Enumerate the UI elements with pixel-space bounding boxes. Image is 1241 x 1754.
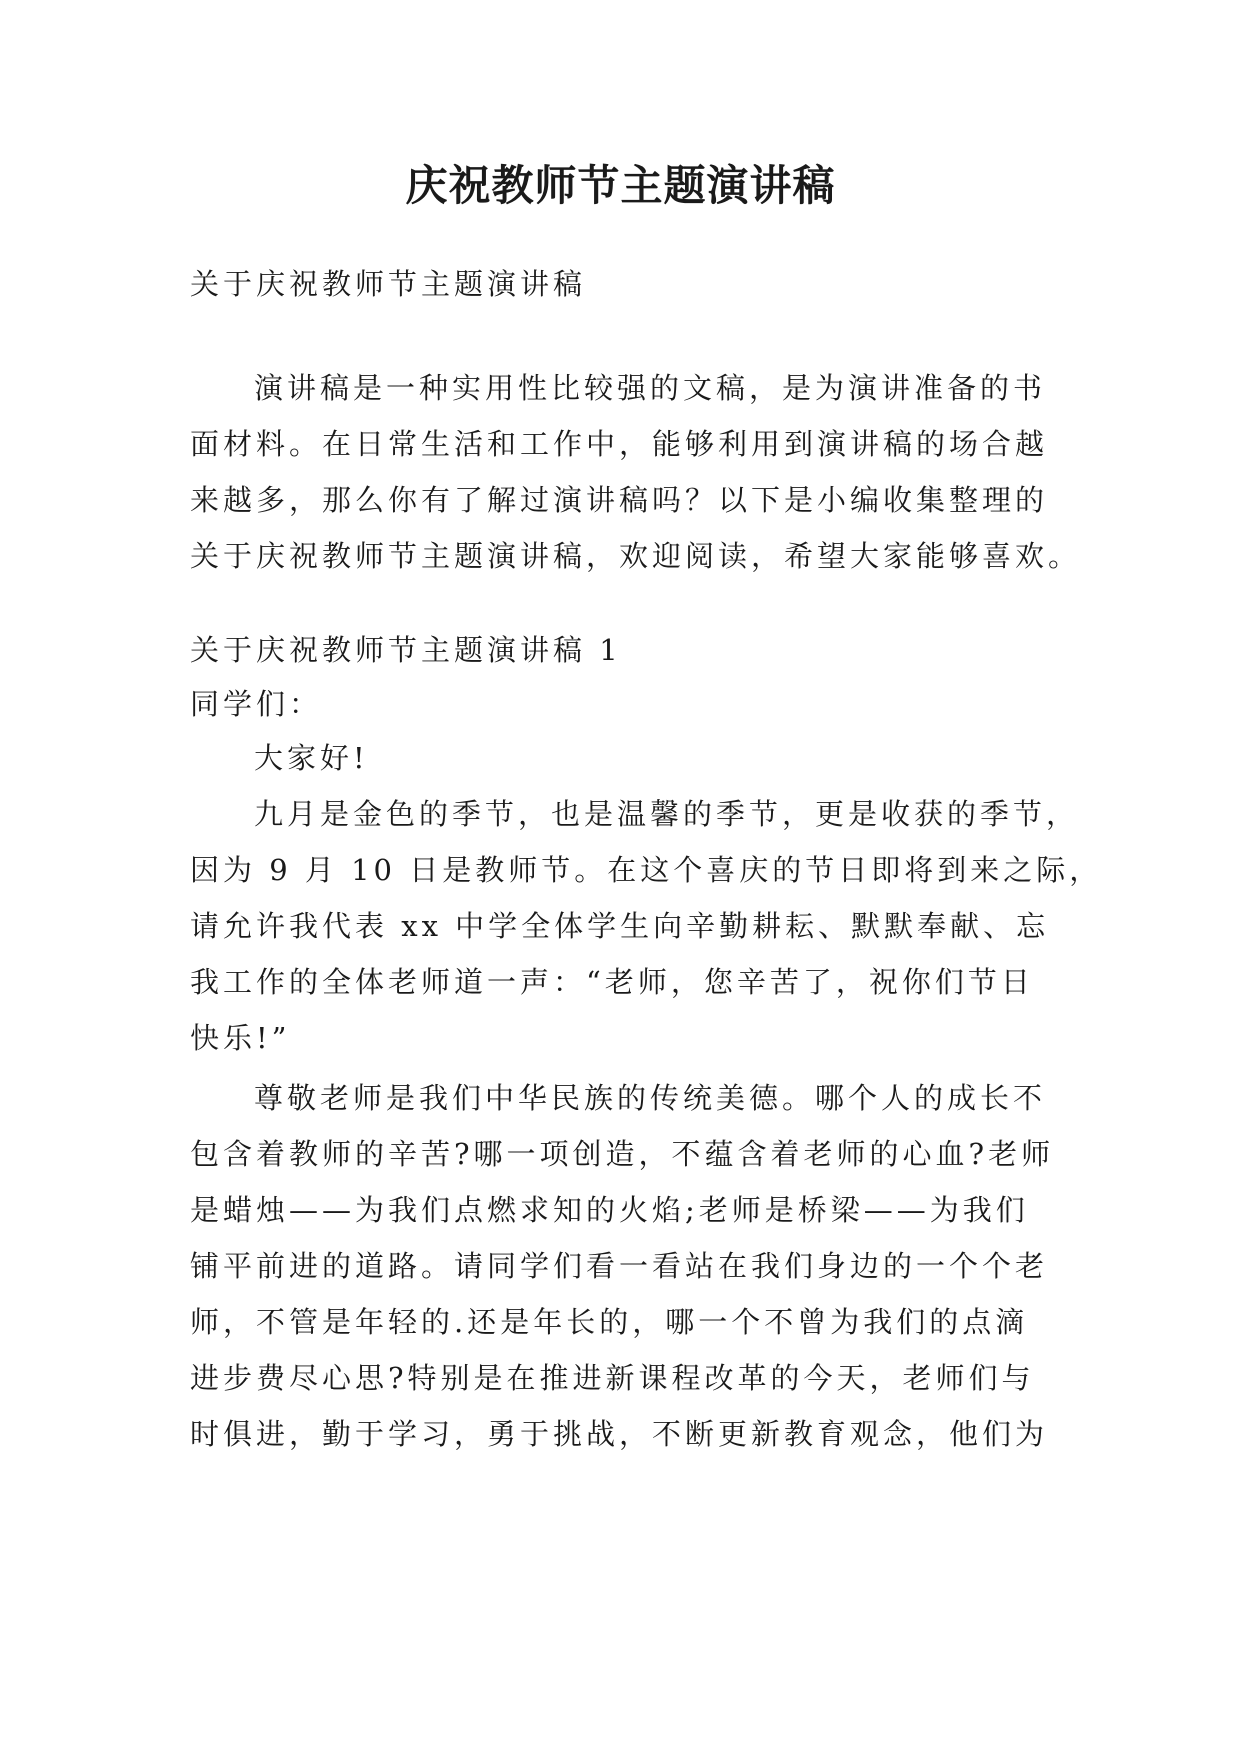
paragraph-line: 尊敬老师是我们中华民族的传统美德。哪个人的成长不 (254, 1081, 1047, 1115)
paragraph-line: 包含着教师的辛苦?哪一项创造，不蕴含着老师的心血?老师 (190, 1137, 1055, 1171)
document-subtitle: 关于庆祝教师节主题演讲稿 (190, 267, 587, 301)
section-heading: 关于庆祝教师节主题演讲稿 1 (190, 633, 622, 667)
document-title: 庆祝教师节主题演讲稿 (405, 161, 836, 210)
paragraph-line: 师，不管是年轻的.还是年长的，哪一个不曾为我们的点滴 (190, 1305, 1029, 1339)
paragraph-line: 因为 9 月 10 日是教师节。在这个喜庆的节日即将到来之际， (190, 853, 1103, 887)
intro-line: 演讲稿是一种实用性比较强的文稿，是为演讲准备的书 (254, 371, 1047, 405)
greeting: 大家好! (254, 741, 369, 775)
salutation: 同学们： (190, 687, 323, 721)
intro-line: 面材料。在日常生活和工作中，能够利用到演讲稿的场合越 (190, 427, 1049, 461)
paragraph-line: 请允许我代表 xx 中学全体学生向辛勤耕耘、默默奉献、忘 (190, 909, 1050, 943)
intro-line: 关于庆祝教师节主题演讲稿，欢迎阅读，希望大家能够喜欢。 (190, 539, 1082, 573)
paragraph-line: 快乐!” (190, 1021, 291, 1055)
paragraph-line: 是蜡烛——为我们点燃求知的火焰;老师是桥梁——为我们 (190, 1193, 1029, 1227)
paragraph-line: 进步费尽心思?特别是在推进新课程改革的今天，老师们与 (190, 1361, 1035, 1395)
paragraph-line: 我工作的全体老师道一声：“老师，您辛苦了，祝你们节日 (190, 965, 1034, 999)
paragraph-line: 九月是金色的季节，也是温馨的季节，更是收获的季节， (254, 797, 1080, 831)
paragraph-line: 时俱进，勤于学习，勇于挑战，不断更新教育观念，他们为 (190, 1417, 1049, 1451)
intro-line: 来越多，那么你有了解过演讲稿吗？以下是小编收集整理的 (190, 483, 1049, 517)
paragraph-line: 铺平前进的道路。请同学们看一看站在我们身边的一个个老 (190, 1249, 1049, 1283)
